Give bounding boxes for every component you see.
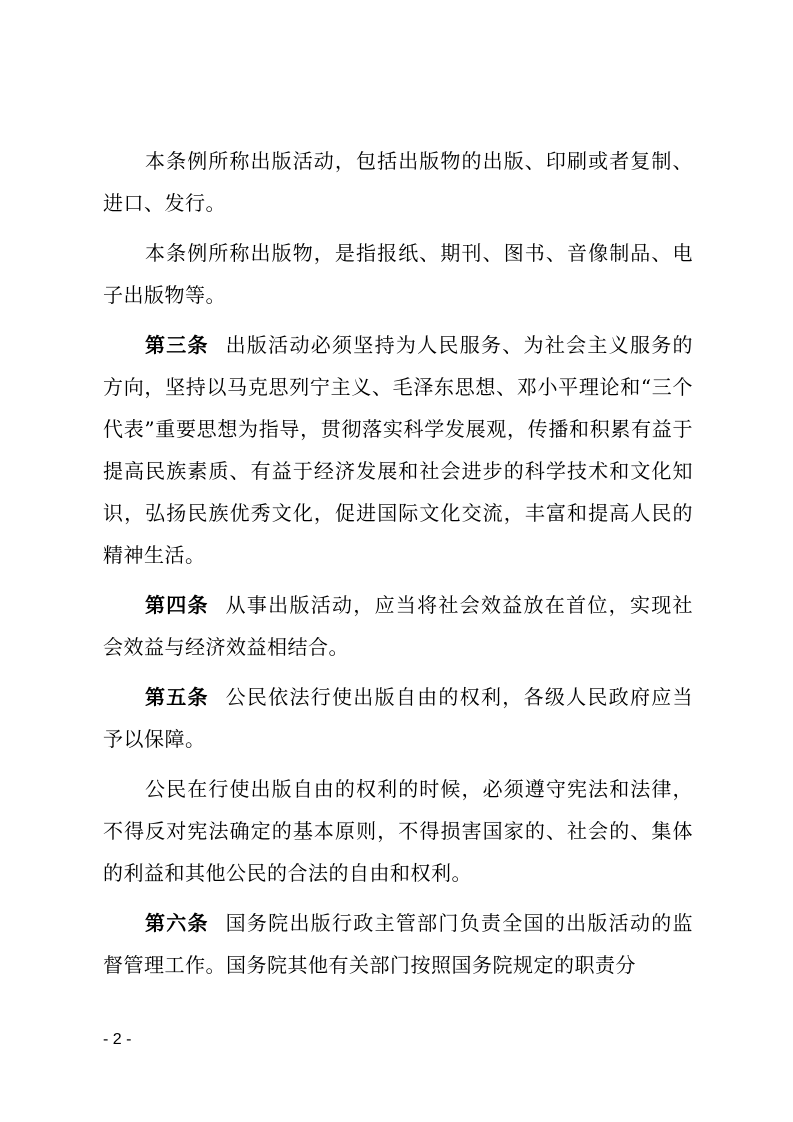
article-number: 第四条: [145, 593, 209, 617]
article-number: 第六条: [145, 911, 209, 935]
article-number: 第五条: [145, 685, 209, 709]
paragraph-citizen-duties: [103, 768, 693, 894]
paragraph-text: 本条例所称出版物，是指报纸、期刊、图书、音像制品、电子出版物等。: [103, 241, 693, 307]
article-5: [103, 676, 693, 760]
page-number: - 2 -: [103, 1031, 132, 1048]
paragraph-text: 公民依法行使出版自由的权利，各级人民政府应当予以保障。: [103, 685, 694, 751]
paragraph-text: 出版活动必须坚持为人民服务、为社会主义服务的方向，坚持以马克思列宁主义、毛泽东思想、邓小平理论和“三个代表”重要思想为指导，贯彻落实科学发展观，传播和积累有益于提高民族素质、有益于经济发展和社会进步的科学技术和文化知识，弘扬民族优秀文化，促进国际文化交流，丰富和提高人民的精神生活。: [103, 333, 694, 567]
paragraph-scope-publications: [103, 232, 693, 316]
document-body: [103, 140, 693, 994]
paragraph-text: 从事出版活动，应当将社会效益放在首位，实现社会效益与经济效益相结合。: [103, 593, 694, 659]
paragraph-scope-activities: [103, 140, 693, 224]
paragraph-text: 本条例所称出版活动，包括出版物的出版、印刷或者复制、进口、发行。: [103, 149, 693, 215]
article-6: [103, 902, 693, 986]
paragraph-text: 国务院出版行政主管部门负责全国的出版活动的监督管理工作。国务院其他有关部门按照国务院规定的职责分: [103, 911, 694, 977]
paragraph-text: 公民在行使出版自由的权利的时候，必须遵守宪法和法律，不得反对宪法确定的基本原则，不得损害国家的、社会的、集体的利益和其他公民的合法的自由和权利。: [103, 777, 693, 885]
article-4: [103, 584, 693, 668]
article-number: 第三条: [145, 333, 209, 357]
article-3: [103, 324, 693, 576]
